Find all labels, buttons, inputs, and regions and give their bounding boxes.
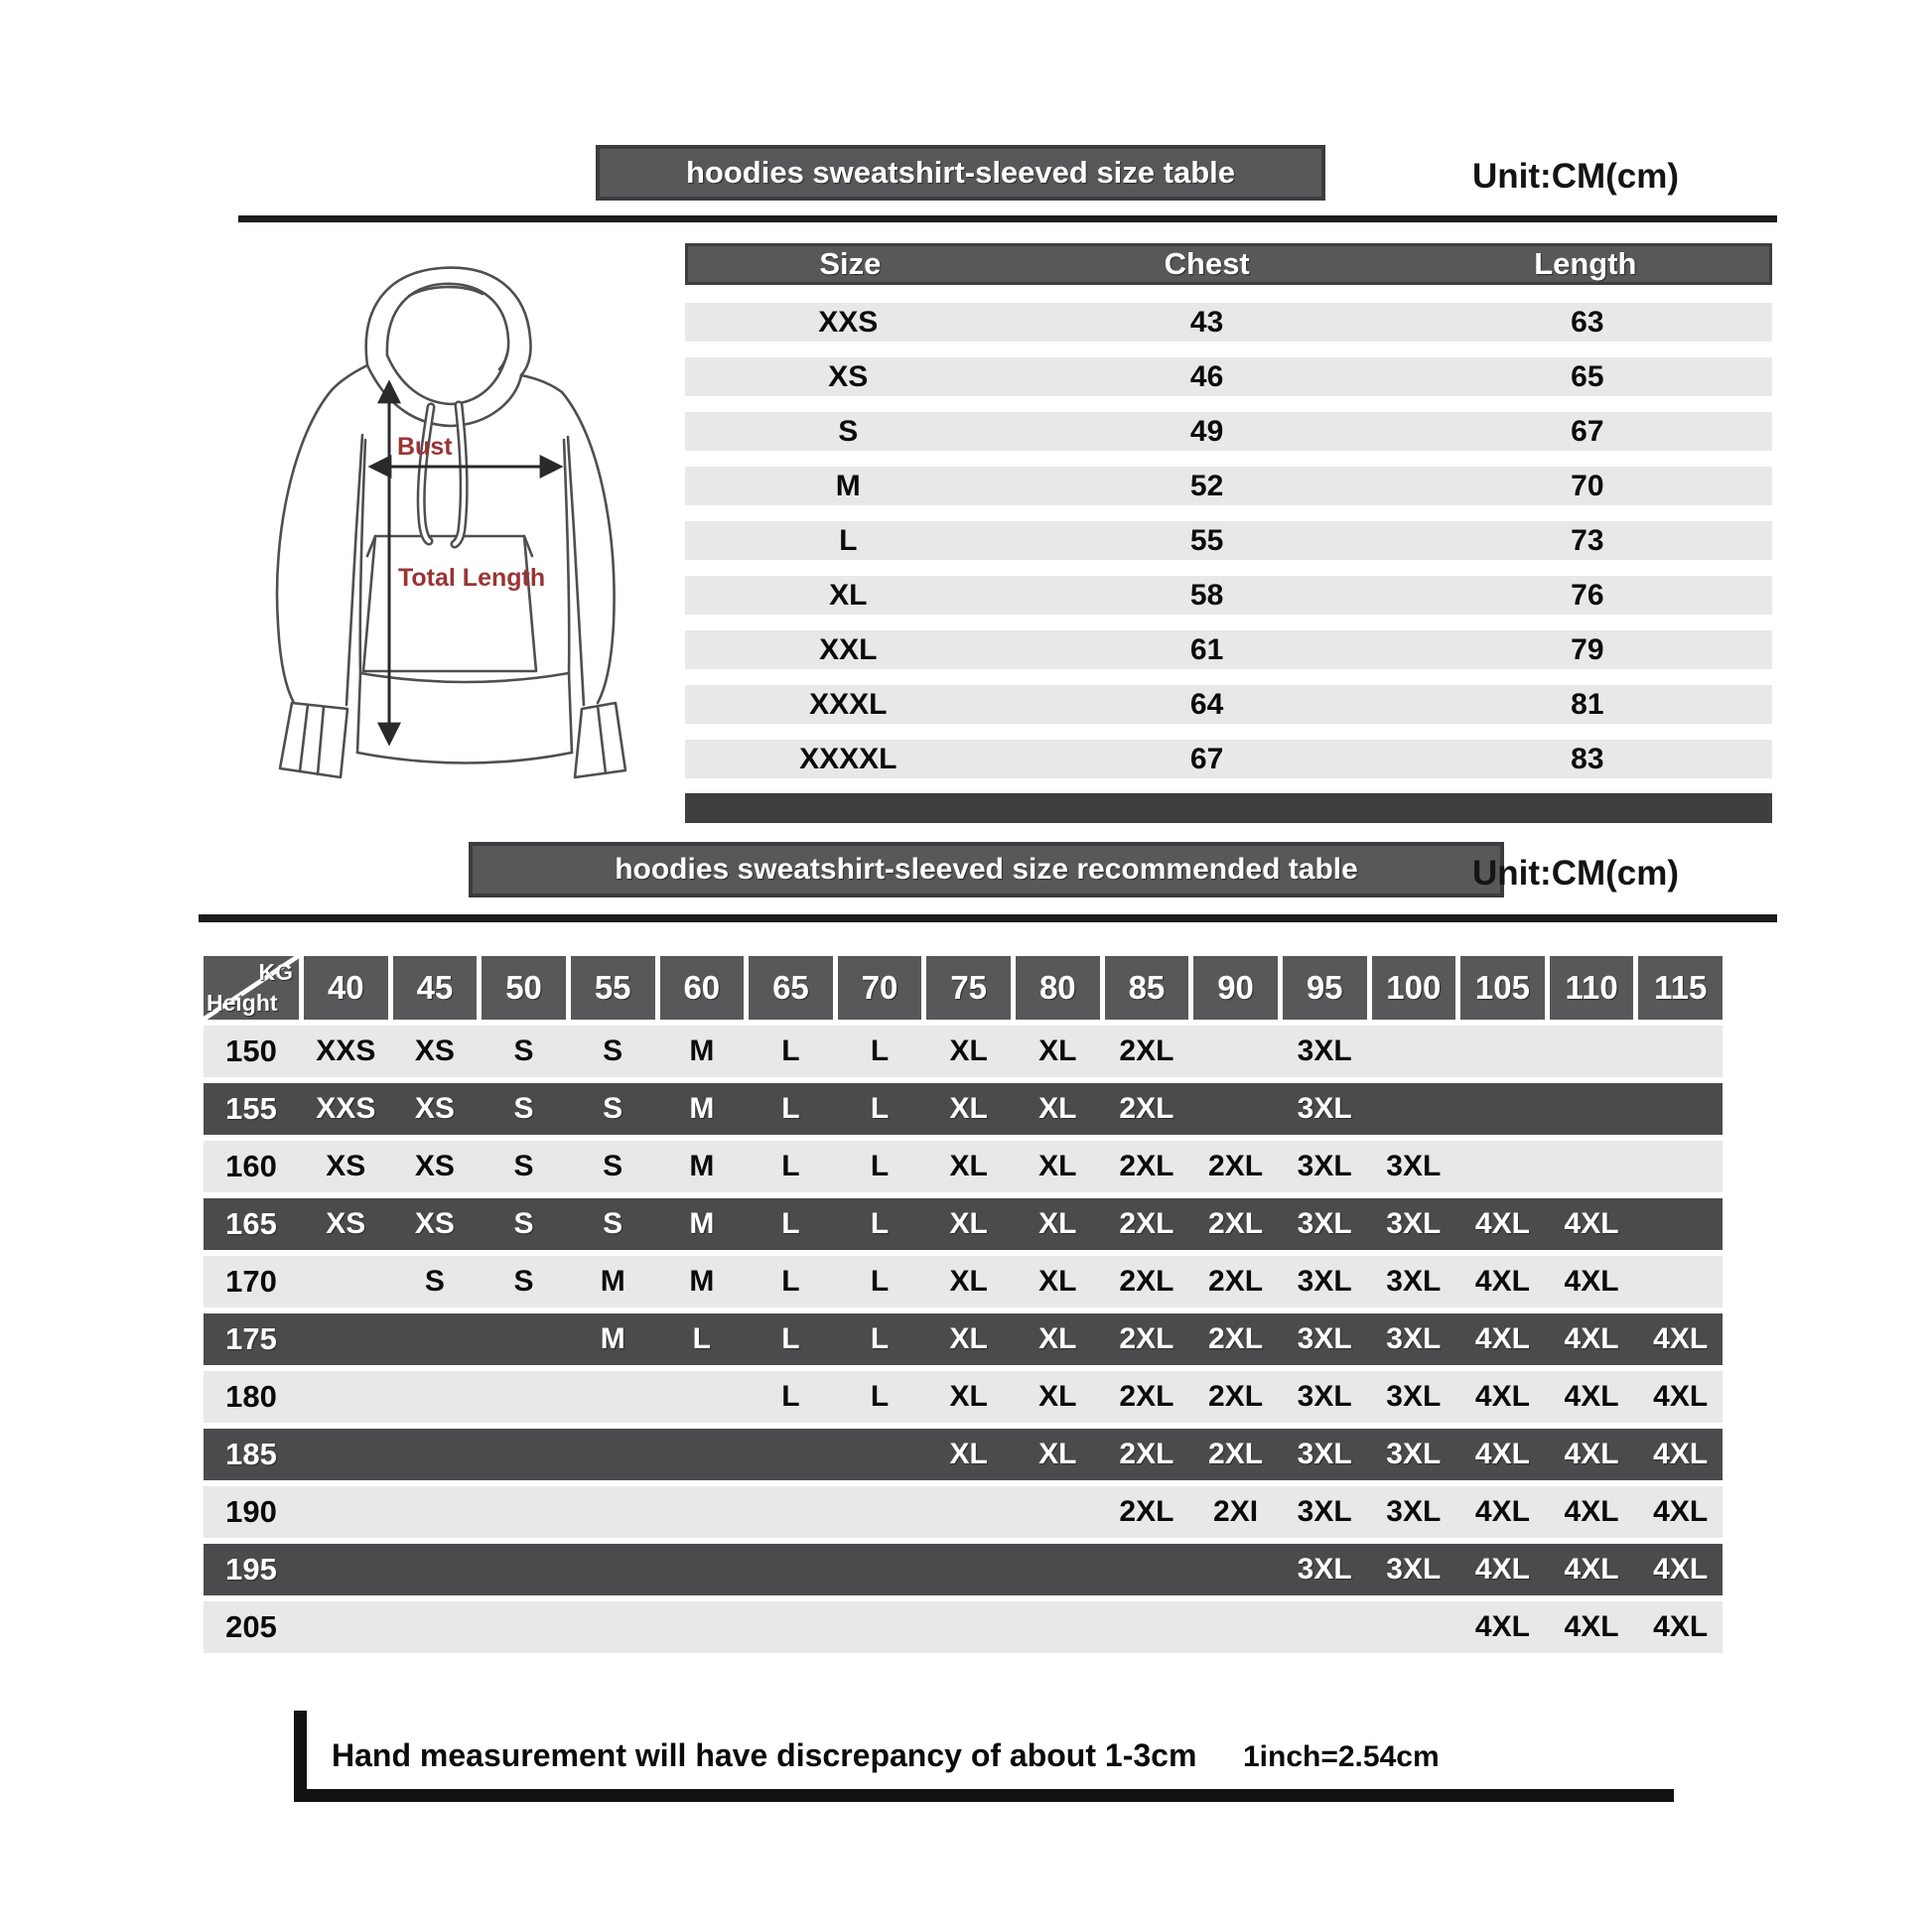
weight-column-header: 95 (1283, 956, 1367, 1020)
footnote-underline (294, 1789, 1674, 1802)
recommended-size-cell (1193, 1083, 1278, 1135)
recommended-size-cell (838, 1429, 922, 1480)
recommended-table-row (204, 1486, 1723, 1538)
recommended-size-cell: XS (414, 1092, 455, 1125)
recommended-table-row (204, 1026, 1723, 1077)
size-cell: XXXXL (799, 742, 897, 775)
recommended-size-cell: 3XL (1297, 1322, 1352, 1355)
measurement-cell: 67 (1571, 414, 1604, 448)
recommended-table-title: hoodies sweatshirt-sleeved size recommended table (615, 853, 1358, 886)
recommended-size-cell: 4XL (1564, 1553, 1619, 1586)
recommended-size-cell: 4XL (1653, 1322, 1709, 1355)
recommended-size-cell: 4XL (1474, 1207, 1530, 1240)
recommended-size-cell: 3XL (1386, 1207, 1442, 1240)
weight-column-header: 75 (926, 956, 1011, 1020)
recommended-size-cell (1638, 1141, 1723, 1192)
size-cell: XL (829, 578, 868, 612)
recommended-size-cell: XL (949, 1438, 988, 1470)
recommended-size-cell: XS (414, 1150, 455, 1182)
weight-column-header: 100 (1372, 956, 1456, 1020)
recommended-size-cell (304, 1544, 388, 1595)
recommended-size-cell (393, 1601, 478, 1653)
recommended-size-cell (1016, 1486, 1100, 1538)
recommended-size-cell (482, 1371, 566, 1423)
recommended-size-cell: L (870, 1150, 890, 1182)
recommended-size-cell: 3XL (1386, 1322, 1442, 1355)
recommended-size-cell: 3XL (1297, 1553, 1352, 1586)
size-table-row (685, 740, 1772, 778)
recommended-size-cell: XL (1038, 1265, 1077, 1298)
recommended-size-cell (749, 1544, 833, 1595)
recommended-size-cell: M (689, 1207, 715, 1240)
recommended-size-cell: 3XL (1386, 1495, 1442, 1528)
recommended-size-cell: XL (949, 1380, 988, 1413)
recommended-size-cell (660, 1371, 745, 1423)
recommended-size-cell: S (424, 1265, 445, 1298)
size-table-header (685, 243, 1772, 285)
recommended-size-cell (660, 1544, 745, 1595)
height-cell: 195 (225, 1552, 277, 1587)
recommended-size-cell: L (870, 1265, 890, 1298)
recommended-size-cell (1460, 1026, 1545, 1077)
recommended-size-cell (1105, 1544, 1189, 1595)
recommended-size-cell: 3XL (1386, 1265, 1442, 1298)
recommended-size-cell: XL (1038, 1322, 1077, 1355)
recommended-size-cell (926, 1486, 1011, 1538)
recommended-size-cell (1372, 1601, 1456, 1653)
recommended-size-cell: M (600, 1322, 625, 1355)
recommended-size-cell: 3XL (1297, 1265, 1352, 1298)
recommended-size-cell: S (603, 1207, 623, 1240)
recommended-size-cell: 2XL (1119, 1380, 1174, 1413)
recommended-size-cell: L (781, 1035, 800, 1067)
size-table-row (685, 576, 1772, 615)
recommended-size-cell (1638, 1026, 1723, 1077)
recommended-size-cell: L (781, 1380, 800, 1413)
footnote-text: Hand measurement will have discrepancy of about 1-3cm (332, 1737, 1197, 1773)
recommended-size-cell: 4XL (1474, 1380, 1530, 1413)
recommended-size-cell: 4XL (1474, 1265, 1530, 1298)
height-cell: 165 (225, 1206, 277, 1241)
recommended-size-cell: L (692, 1322, 711, 1355)
recommended-size-cell (1372, 1026, 1456, 1077)
recommended-size-cell: 4XL (1653, 1553, 1709, 1586)
size-table (685, 243, 1772, 823)
recommended-size-cell: XL (949, 1035, 988, 1067)
recommended-size-cell (749, 1429, 833, 1480)
height-cell: 185 (225, 1437, 277, 1471)
recommended-size-cell (1372, 1083, 1456, 1135)
recommended-size-cell: 4XL (1474, 1553, 1530, 1586)
recommended-size-cell: 4XL (1474, 1438, 1530, 1470)
recommended-size-cell: XL (949, 1322, 988, 1355)
recommended-size-cell: 2XL (1208, 1207, 1264, 1240)
recommended-size-cell: 3XL (1297, 1092, 1352, 1125)
recommended-size-cell: S (513, 1150, 534, 1182)
recommended-size-cell: 4XL (1564, 1610, 1619, 1643)
recommended-size-cell: XS (414, 1207, 455, 1240)
measurement-cell: 64 (1189, 687, 1224, 721)
recommended-size-cell (838, 1601, 922, 1653)
recommended-size-cell: S (603, 1150, 623, 1182)
recommended-size-cell: 3XL (1386, 1553, 1442, 1586)
measurement-cell: 70 (1571, 469, 1604, 502)
recommended-size-cell: 2XL (1208, 1438, 1264, 1470)
recommended-size-cell: 4XL (1653, 1380, 1709, 1413)
recommended-size-cell (926, 1544, 1011, 1595)
recommended-size-cell: 2XL (1208, 1322, 1264, 1355)
size-cell: M (835, 469, 861, 502)
recommended-size-cell (571, 1544, 655, 1595)
size-table-title-bar (596, 145, 1325, 201)
recommended-size-cell (304, 1486, 388, 1538)
recommended-size-cell (1193, 1601, 1278, 1653)
measurement-cell: 49 (1189, 414, 1224, 448)
size-table-column-header: Chest (1164, 246, 1250, 281)
recommended-size-cell (1193, 1544, 1278, 1595)
recommended-size-cell: 2XL (1119, 1438, 1174, 1470)
size-cell: L (839, 523, 858, 557)
size-cell: XXS (818, 305, 879, 339)
recommended-size-cell: 3XL (1386, 1380, 1442, 1413)
measurement-cell: 55 (1189, 523, 1224, 557)
recommended-size-cell: XL (1038, 1035, 1077, 1067)
recommended-size-cell (660, 1601, 745, 1653)
size-table-column-header: Length (1534, 246, 1637, 281)
recommended-size-cell: 4XL (1564, 1207, 1619, 1240)
recommended-size-cell: 2XL (1119, 1495, 1174, 1528)
recommended-table-rows (204, 1026, 1723, 1653)
weight-column-header: 65 (749, 956, 833, 1020)
recommended-size-cell: 2XL (1208, 1265, 1264, 1298)
recommended-size-cell: XS (326, 1207, 366, 1240)
recommended-size-cell (571, 1429, 655, 1480)
recommended-size-cell (749, 1486, 833, 1538)
recommended-table-row (204, 1198, 1723, 1250)
weight-column-header: 115 (1638, 956, 1723, 1020)
corner-height-label: Height (207, 990, 278, 1016)
recommended-table-row (204, 1601, 1723, 1653)
recommended-size-cell: XL (1038, 1092, 1077, 1125)
recommended-table (204, 956, 1723, 1653)
measurement-cell: 79 (1571, 632, 1604, 666)
recommended-size-cell (1638, 1256, 1723, 1308)
hoodie-outline (277, 268, 625, 777)
recommended-table-row (204, 1256, 1723, 1308)
measurement-cell: 63 (1571, 305, 1604, 339)
recommended-size-cell: L (781, 1265, 800, 1298)
size-table-row (685, 357, 1772, 396)
recommended-size-cell: 2XL (1119, 1092, 1174, 1125)
recommended-size-cell (482, 1544, 566, 1595)
recommended-size-cell: 3XL (1297, 1207, 1352, 1240)
recommended-size-cell: XL (1038, 1380, 1077, 1413)
measurement-cell: 76 (1571, 578, 1604, 612)
recommended-size-cell: XL (949, 1092, 988, 1125)
recommended-size-cell: 3XL (1297, 1438, 1352, 1470)
recommended-size-cell: L (781, 1322, 800, 1355)
height-cell: 180 (225, 1379, 277, 1414)
size-cell: XS (828, 359, 869, 393)
bust-label: Bust (397, 433, 453, 461)
recommended-size-cell: S (513, 1265, 534, 1298)
size-table-title: hoodies sweatshirt-sleeved size table (685, 155, 1236, 190)
recommended-size-cell: 2XI (1213, 1495, 1259, 1528)
recommended-size-cell: 3XL (1386, 1438, 1442, 1470)
recommended-size-cell (1193, 1026, 1278, 1077)
weight-column-header: 40 (304, 956, 388, 1020)
height-cell: 170 (225, 1264, 277, 1299)
recommended-size-cell: 4XL (1564, 1380, 1619, 1413)
size-table-footer-bar (685, 793, 1772, 823)
recommended-size-cell (1550, 1083, 1634, 1135)
weight-column-header: 60 (660, 956, 745, 1020)
recommended-size-cell (482, 1601, 566, 1653)
recommended-table-row (204, 1313, 1723, 1365)
recommended-size-cell (660, 1486, 745, 1538)
height-cell: 150 (225, 1034, 277, 1068)
recommended-size-cell: XL (949, 1150, 988, 1182)
divider-top (238, 215, 1777, 222)
measurement-cell: 73 (1571, 523, 1604, 557)
weight-column-header: 105 (1460, 956, 1545, 1020)
recommended-size-cell (1460, 1141, 1545, 1192)
recommended-size-cell (1550, 1026, 1634, 1077)
recommended-size-cell (393, 1371, 478, 1423)
recommended-size-cell: S (513, 1207, 534, 1240)
recommended-size-cell (1638, 1198, 1723, 1250)
recommended-size-cell: S (603, 1092, 623, 1125)
recommended-size-cell (1283, 1601, 1367, 1653)
recommended-size-cell (482, 1486, 566, 1538)
recommended-size-cell (1460, 1083, 1545, 1135)
recommended-size-cell: L (870, 1207, 890, 1240)
recommended-size-cell (838, 1486, 922, 1538)
size-cell: XXL (819, 632, 878, 666)
total-length-label: Total Length (398, 564, 546, 592)
recommended-size-cell: 4XL (1564, 1322, 1619, 1355)
size-table-row (685, 685, 1772, 724)
divider-bottom (199, 914, 1777, 922)
recommended-size-cell: 2XL (1119, 1265, 1174, 1298)
recommended-size-cell: 2XL (1119, 1207, 1174, 1240)
weight-column-header: 80 (1016, 956, 1100, 1020)
recommended-size-cell (393, 1486, 478, 1538)
recommended-table-row (204, 1429, 1723, 1480)
recommended-size-cell: XXS (316, 1035, 376, 1067)
unit-label-top: Unit:CM(cm) (1472, 157, 1680, 196)
recommended-size-cell: S (513, 1035, 534, 1067)
recommended-size-cell (1016, 1601, 1100, 1653)
weight-header-row (204, 956, 1723, 1020)
recommended-size-cell: 4XL (1564, 1495, 1619, 1528)
recommended-size-cell (393, 1429, 478, 1480)
corner-cell (204, 956, 299, 1020)
recommended-table-row (204, 1371, 1723, 1423)
recommended-size-cell (482, 1313, 566, 1365)
recommended-size-cell (482, 1429, 566, 1480)
recommended-size-cell (571, 1486, 655, 1538)
recommended-size-cell (571, 1371, 655, 1423)
recommended-size-cell: 3XL (1297, 1380, 1352, 1413)
recommended-table-row (204, 1083, 1723, 1135)
inch-conversion-text: 1inch=2.54cm (1243, 1740, 1440, 1773)
recommended-size-cell: M (600, 1265, 625, 1298)
recommended-size-cell (838, 1544, 922, 1595)
recommended-table-row (204, 1544, 1723, 1595)
recommended-size-cell: XL (949, 1265, 988, 1298)
recommended-size-cell: XS (326, 1150, 366, 1182)
recommended-size-cell: XS (414, 1035, 455, 1067)
measurement-cell: 81 (1571, 687, 1604, 721)
weight-column-header: 50 (482, 956, 566, 1020)
recommended-size-cell: L (781, 1207, 800, 1240)
recommended-size-cell: 3XL (1386, 1150, 1442, 1182)
recommended-size-cell: 4XL (1474, 1495, 1530, 1528)
height-cell: 175 (225, 1321, 277, 1356)
size-table-row (685, 467, 1772, 505)
recommended-size-cell: 4XL (1653, 1495, 1709, 1528)
measurement-cell: 65 (1571, 359, 1604, 393)
recommended-size-cell: 4XL (1653, 1438, 1709, 1470)
weight-column-header: 55 (571, 956, 655, 1020)
recommended-size-cell: 2XL (1119, 1150, 1174, 1182)
recommended-size-cell (304, 1429, 388, 1480)
hoodie-diagram (220, 236, 662, 807)
recommended-size-cell (660, 1429, 745, 1480)
size-cell: XXXL (809, 687, 888, 721)
recommended-size-cell (304, 1371, 388, 1423)
measurement-cell: 46 (1189, 359, 1224, 393)
measurement-cell: 43 (1189, 305, 1224, 339)
weight-column-header: 70 (838, 956, 922, 1020)
recommended-size-cell: L (870, 1380, 890, 1413)
recommended-size-cell: 2XL (1119, 1322, 1174, 1355)
recommended-size-cell: M (689, 1092, 715, 1125)
height-cell: 205 (225, 1609, 277, 1644)
recommended-table-row (204, 1141, 1723, 1192)
recommended-size-cell: XL (1038, 1150, 1077, 1182)
recommended-size-cell (304, 1601, 388, 1653)
recommended-size-cell: XL (949, 1207, 988, 1240)
recommended-size-cell (571, 1601, 655, 1653)
size-table-row (685, 303, 1772, 342)
recommended-size-cell: 4XL (1474, 1610, 1530, 1643)
recommended-size-cell: 3XL (1297, 1495, 1352, 1528)
recommended-size-cell: XXS (316, 1092, 376, 1125)
recommended-size-cell (393, 1313, 478, 1365)
recommended-size-cell: 2XL (1208, 1150, 1264, 1182)
measurement-cell: 67 (1189, 742, 1224, 775)
recommended-size-cell: 3XL (1297, 1035, 1352, 1067)
weight-column-header: 85 (1105, 956, 1189, 1020)
measurement-cell: 58 (1189, 578, 1224, 612)
recommended-size-cell: XL (1038, 1207, 1077, 1240)
recommended-size-cell: M (689, 1150, 715, 1182)
height-cell: 155 (225, 1091, 277, 1126)
height-cell: 190 (225, 1494, 277, 1529)
weight-column-header: 90 (1193, 956, 1278, 1020)
recommended-size-cell (1016, 1544, 1100, 1595)
measurement-cell: 61 (1189, 632, 1224, 666)
unit-label-bottom: Unit:CM(cm) (1472, 854, 1680, 893)
recommended-size-cell: S (513, 1092, 534, 1125)
recommended-size-cell: M (689, 1035, 715, 1067)
recommended-size-cell: L (781, 1150, 800, 1182)
recommended-size-cell: 2XL (1208, 1380, 1264, 1413)
recommended-size-cell: L (781, 1092, 800, 1125)
recommended-size-cell: 3XL (1297, 1150, 1352, 1182)
recommended-size-cell (304, 1256, 388, 1308)
recommended-size-cell: L (870, 1322, 890, 1355)
weight-column-header: 45 (393, 956, 478, 1020)
recommended-size-cell (393, 1544, 478, 1595)
recommended-size-cell: 2XL (1119, 1035, 1174, 1067)
recommended-size-cell: M (689, 1265, 715, 1298)
recommended-size-cell (1550, 1141, 1634, 1192)
recommended-size-cell: L (870, 1092, 890, 1125)
size-cell: S (838, 414, 859, 448)
recommended-size-cell: 4XL (1564, 1265, 1619, 1298)
measurement-cell: 52 (1189, 469, 1224, 502)
size-table-row (685, 630, 1772, 669)
measurement-cell: 83 (1571, 742, 1604, 775)
corner-kg-label: KG (258, 959, 293, 985)
recommended-size-cell: 4XL (1653, 1610, 1709, 1643)
size-table-row (685, 521, 1772, 560)
size-table-row (685, 412, 1772, 451)
recommended-size-cell: S (603, 1035, 623, 1067)
recommended-size-cell (1638, 1083, 1723, 1135)
recommended-size-cell: L (870, 1035, 890, 1067)
size-table-column-header: Size (819, 246, 882, 281)
recommended-size-cell (749, 1601, 833, 1653)
size-table-rows (685, 303, 1772, 778)
recommended-size-cell (926, 1601, 1011, 1653)
recommended-size-cell: 4XL (1474, 1322, 1530, 1355)
recommended-table-title-bar (469, 842, 1504, 897)
recommended-size-cell (304, 1313, 388, 1365)
recommended-size-cell (1105, 1601, 1189, 1653)
recommended-size-cell: 4XL (1564, 1438, 1619, 1470)
recommended-size-cell: XL (1038, 1438, 1077, 1470)
height-cell: 160 (225, 1149, 277, 1183)
weight-column-header: 110 (1550, 956, 1634, 1020)
